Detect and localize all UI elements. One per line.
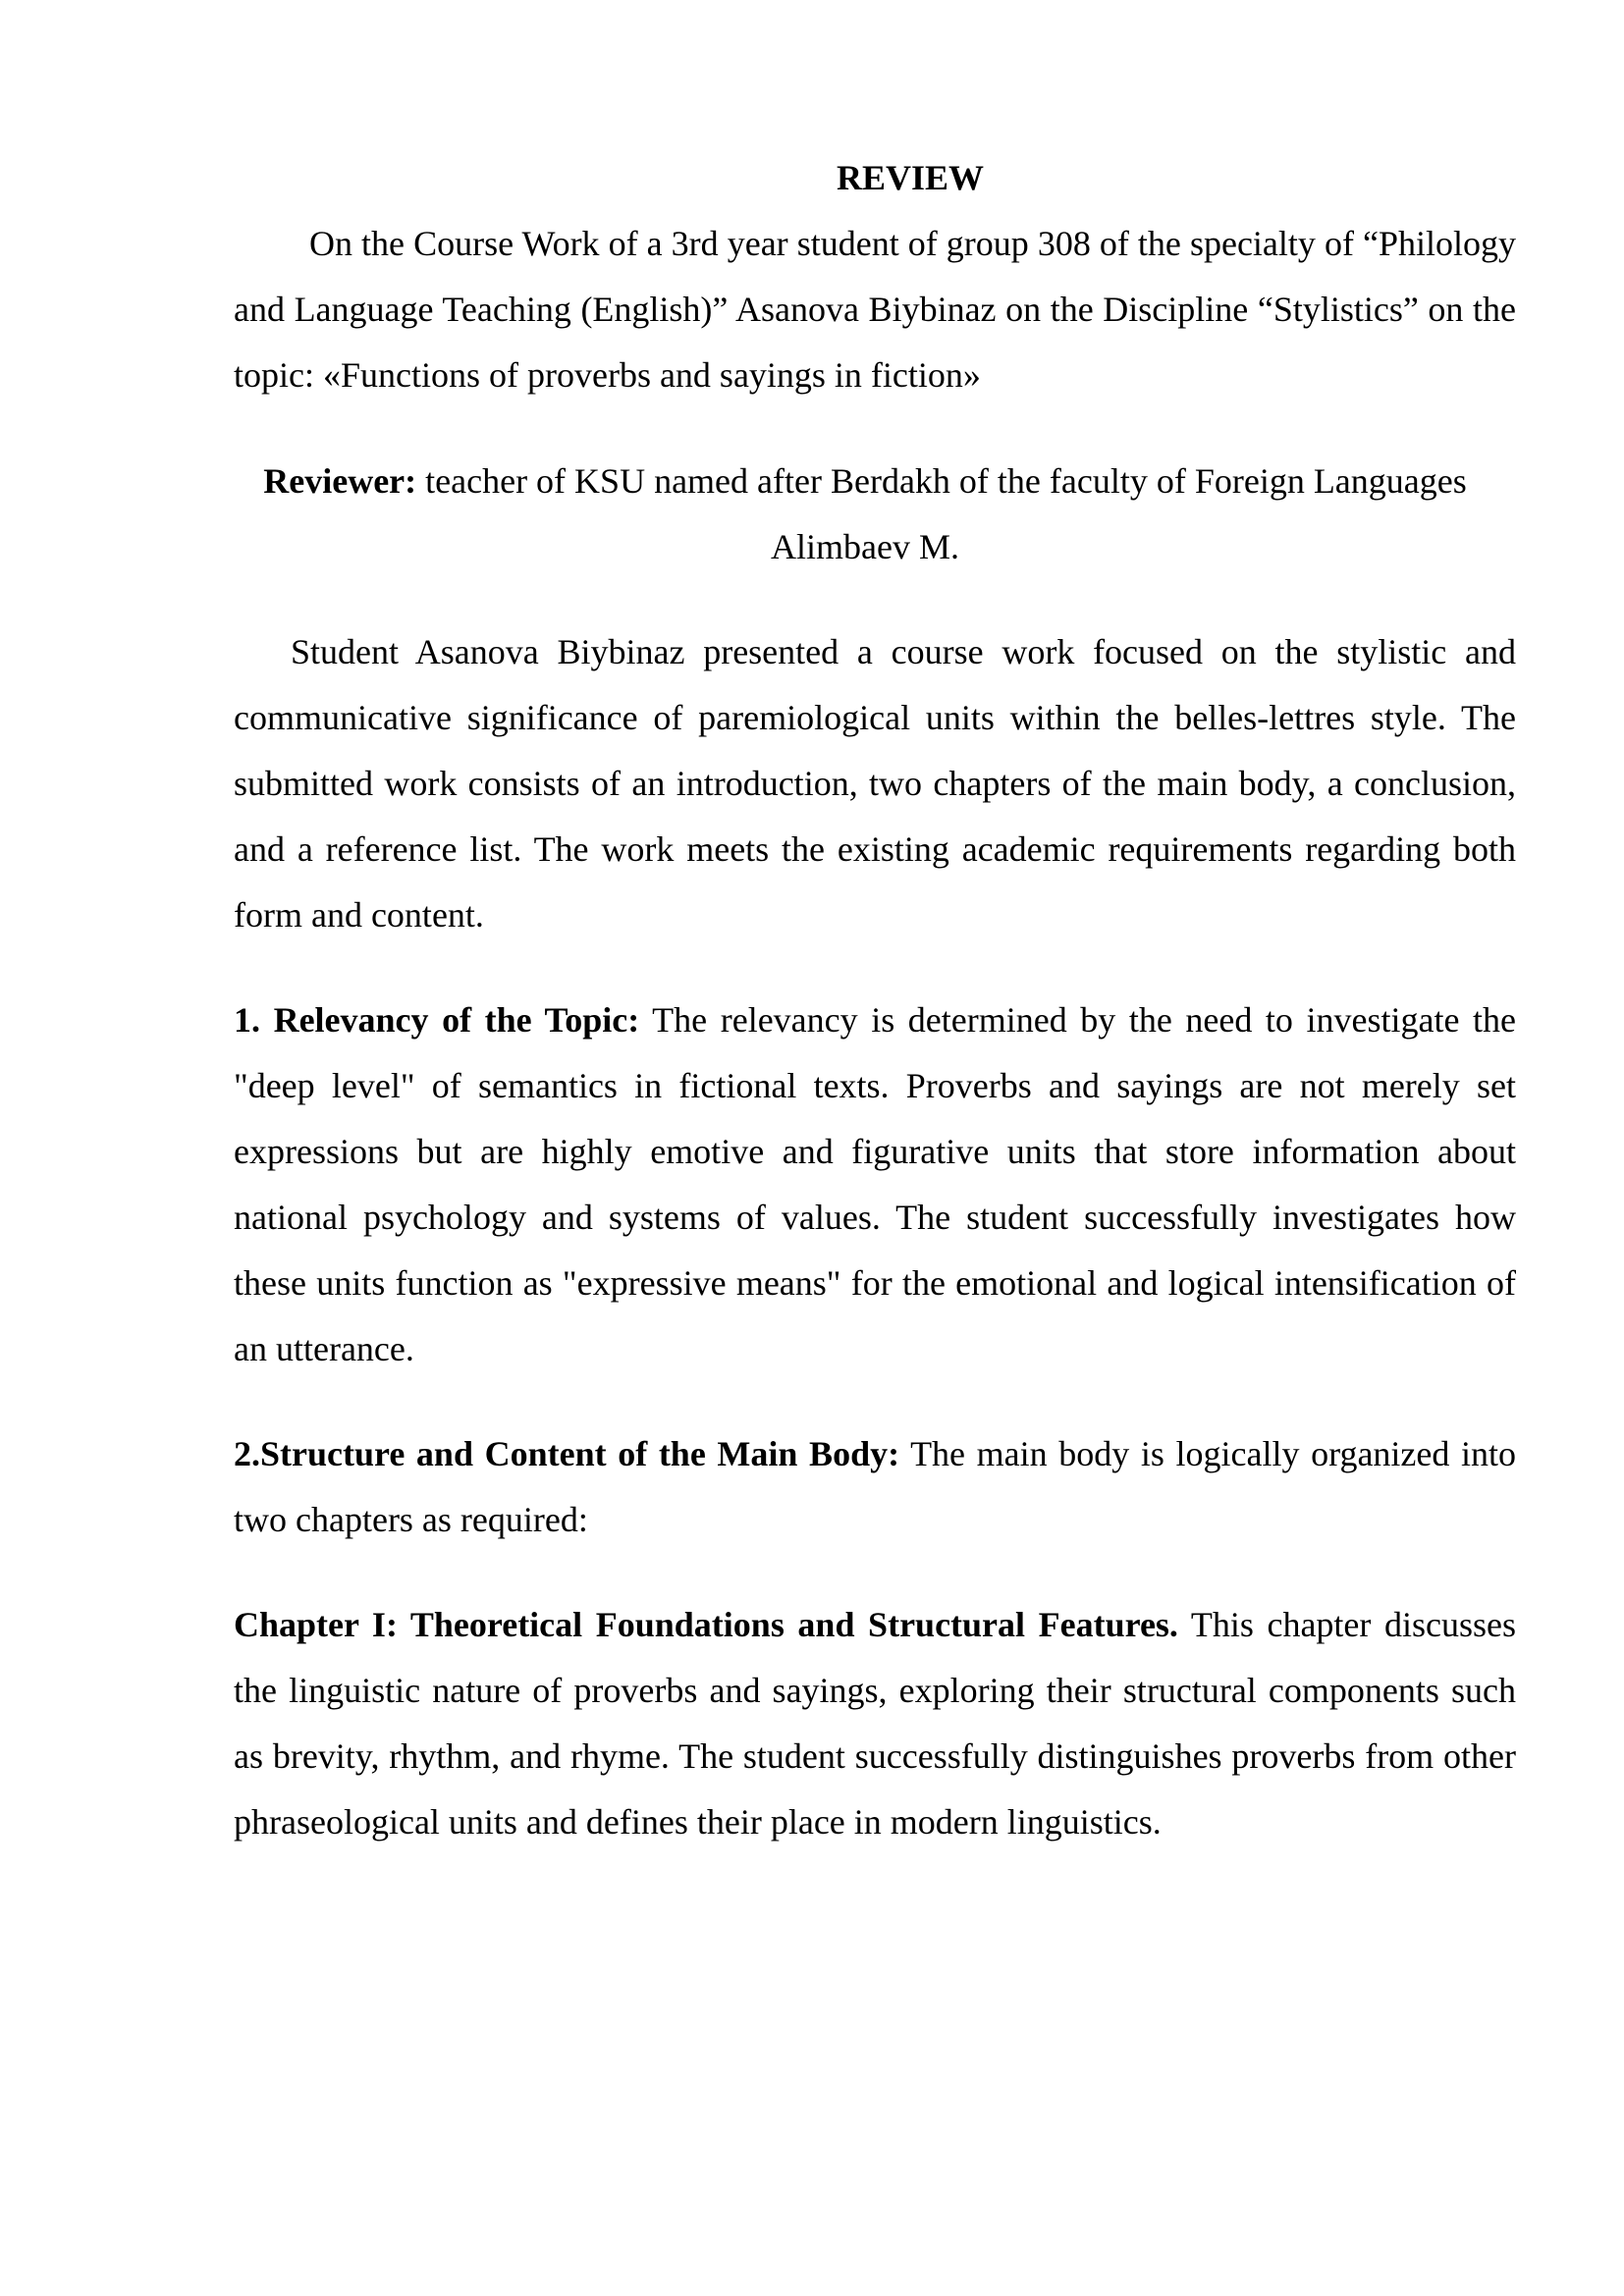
section-relevancy-text: The relevancy is determined by the need to investigate the "deep level" of semantics in fictional texts. Proverbs and sayings are not merely set expressions but are highly emotive and figurative units that store information about national psychology and systems of values. The student successfully investigates how these units function as "expressive means" for the emotional and logical intensification of an utterance. — [234, 1000, 1516, 1368]
reviewer-paragraph — [234, 449, 1516, 580]
reviewer-label: Reviewer: — [263, 461, 417, 501]
reviewer-text: teacher of KSU named after Berdakh of the faculty of Foreign Languages Alimbaev M. — [416, 461, 1467, 566]
section-structure-heading: 2.Structure and Content of the Main Body: — [234, 1434, 900, 1473]
section-relevancy — [234, 988, 1516, 1382]
summary-paragraph: Student Asanova Biybinaz presented a course work focused on the stylistic and communicative significance of paremiological units within the belles-lettres style. The submitted work consists of an introduction, two chapters of the main body, a conclusion, and a reference list. The work meets the existing academic requirements regarding both form and content. — [234, 632, 1516, 934]
section-relevancy-heading: 1. Relevancy of the Topic: — [234, 1000, 640, 1040]
section-structure-text: The main body is logically organized into two chapters as required: — [234, 1434, 1517, 1539]
intro-paragraph: On the Course Work of a 3rd year student of group 308 of the specialty of “Philology and Language Teaching (English)” Asanova Biybinaz on the Discipline “Stylistics” on the topic: «Functions of proverbs and sayings in fiction» — [234, 224, 1516, 395]
section-chapter-one-heading: Chapter I: Theoretical Foundations and Structural Features. — [234, 1605, 1178, 1644]
document-title: REVIEW — [836, 158, 985, 197]
document-content — [234, 145, 1516, 1855]
section-chapter-one-text: This chapter discusses the linguistic nature of proverbs and sayings, exploring their structural components such as brevity, rhythm, and rhyme. The student successfully distinguishes proverbs from other phraseological units and defines their place in modern linguistics. — [234, 1605, 1516, 1842]
section-structure — [234, 1421, 1516, 1553]
section-chapter-one — [234, 1592, 1516, 1855]
